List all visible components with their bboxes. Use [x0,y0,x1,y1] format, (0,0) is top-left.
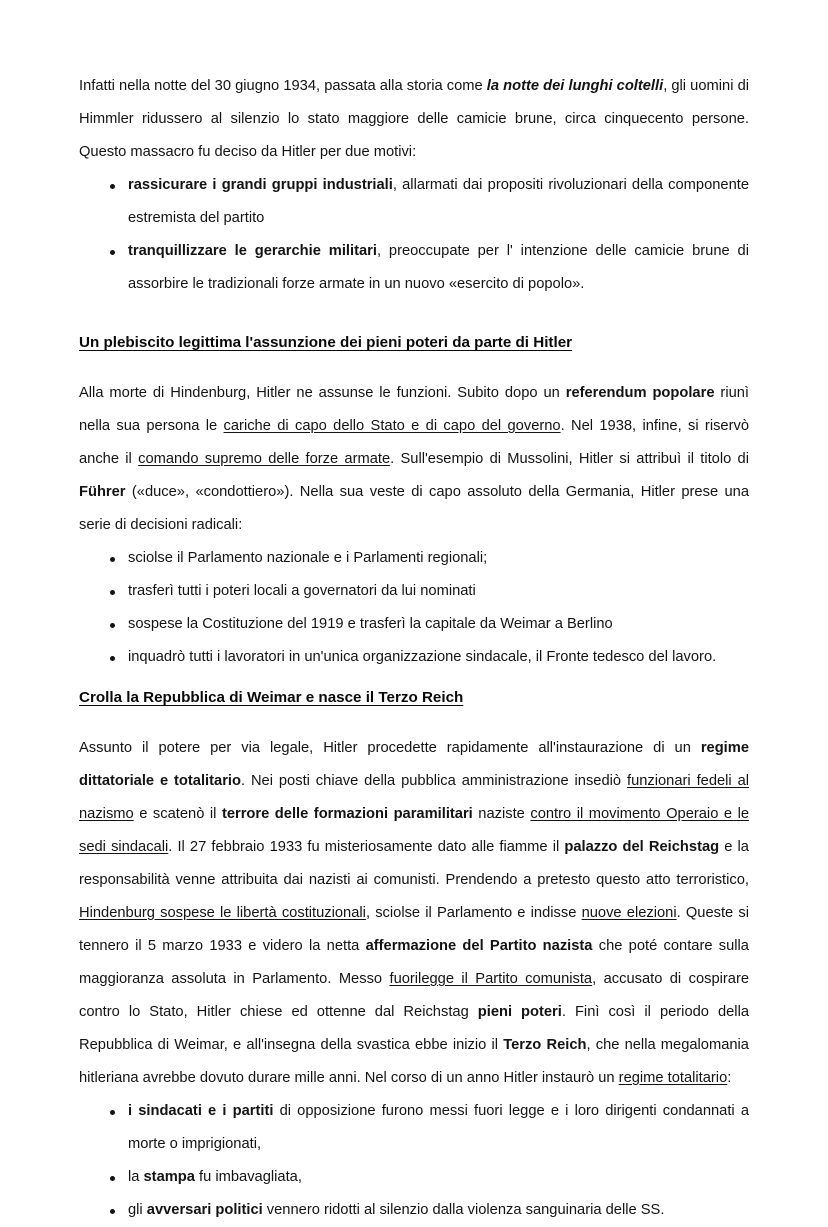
text-run-underline: cariche di capo dello Stato e di capo del governo [223,418,561,434]
text-run-normal: . Finì così il periodo della Repubblica di Weimar, e all'insegna della svastica ebbe inizio il [79,1004,749,1053]
text-run-bold: Führer [79,484,126,500]
text-run-normal: , preoccupate per l' intenzione delle camicie brune di assorbire le tradizionali forze armate in un nuovo «esercito di popolo». [128,243,749,292]
spacer [79,301,749,331]
text-run-normal: riunì nella sua persona le [79,385,749,434]
text-run-normal: Alla morte di Hindenburg, Hitler ne assunse le funzioni. Subito dopo un [79,385,566,401]
text-run-bold-italic: la notte dei lunghi coltelli [486,78,664,94]
text-run-normal: gli [128,1202,147,1218]
list-item [79,542,749,575]
text-run-normal: vennero ridotti al silenzio dalla violenza sanguinaria delle SS. [262,1202,665,1218]
text-run-normal: : [727,1070,732,1086]
bullet-list-weimar [79,1095,749,1227]
list-item [79,1161,749,1194]
text-run-underline: regime totalitario [618,1070,728,1086]
section-heading-weimar: Crolla la Repubblica di Weimar e nasce il Terzo Reich [79,689,464,706]
text-run-underline: comando supremo delle forze armate [138,451,391,467]
text-run-bold: rassicurare i grandi gruppi industriali [128,177,393,193]
text-run-normal: sciolse il Parlamento nazionale e i Parlamenti regionali; [128,550,488,566]
text-run-normal: trasferì tutti i poteri locali a governatori da lui nominati [128,583,476,599]
text-run-bold: Terzo Reich [503,1037,587,1053]
text-run-normal: . Queste si tennero il 5 marzo 1933 e videro la netta [79,905,750,954]
text-run-underline: fuorilegge il Partito comunista [389,971,593,987]
list-item [79,1194,749,1227]
spacer [79,355,749,377]
text-run-normal: fu imbavagliata, [194,1169,302,1185]
text-run-bold: i sindacati e i partiti [128,1103,274,1119]
text-run-normal: inquadrò tutti i lavoratori in un'unica organizzazione sindacale, il Fronte tedesco del lavoro. [128,649,717,665]
section-heading-plebiscito: Un plebiscito legittima l'assunzione dei pieni poteri da parte di Hitler [79,334,573,351]
text-run-bold: avversari politici [146,1202,263,1218]
list-item [79,169,749,235]
spacer [79,674,749,686]
text-run-normal: e la responsabilità venne attribuita dai nazisti ai comunisti. Prendendo a pretesto questo atto terroristico, [79,839,749,888]
text-run-underline: Hindenburg sospese le libertà costituzionali [79,905,366,921]
text-run-normal: sospese la Costituzione del 1919 e trasferì la capitale da Weimar a Berlino [128,616,613,632]
text-run-normal: . Nel 1938, infine, si riservò anche il [79,418,750,467]
text-run-underline: contro il movimento Operaio e le sedi sindacali [79,806,750,855]
text-run-normal: . Il 27 febbraio 1933 fu misteriosamente dato alle fiamme il [168,839,565,855]
text-run-normal: di opposizione furono messi fuori legge e i loro dirigenti condannati a morte o imprigionati, [128,1103,749,1152]
text-run-bold: referendum popolare [565,385,715,401]
text-run-normal: che poté contare sulla maggioranza assoluta in Parlamento. Messo [79,938,749,987]
text-run-bold: affermazione del Partito nazista [365,938,593,954]
text-run-normal: («duce», «condottiero»). Nella sua veste di capo assoluto della Germania, Hitler prese una serie di decisioni radicali: [79,484,749,533]
text-run-bold: terrore delle formazioni paramilitari [221,806,473,822]
text-run-normal: , allarmati dai propositi rivoluzionari della componente estremista del partito [128,177,750,226]
spacer [79,710,749,732]
text-run-normal: . Sull'esempio di Mussolini, Hitler si attribuì il titolo di [390,451,749,467]
text-run-bold: tranquillizzare le gerarchie militari [128,243,377,259]
text-run-bold: stampa [143,1169,195,1185]
text-run-normal: , sciolse il Parlamento e indisse [365,905,582,921]
text-run-normal: la [128,1169,144,1185]
list-item [79,575,749,608]
text-run-underline: funzionari fedeli al nazismo [79,773,750,822]
paragraph-plebiscito [79,377,749,542]
text-run-normal: , che nella megalomania hitleriana avrebbe dovuto durare mille anni. Nel corso di un anno Hitler instaurò un [79,1037,749,1086]
text-run-normal: Infatti nella notte del 30 giugno 1934, passata alla storia come [79,78,487,94]
list-item [79,235,749,301]
text-run-underline: nuove elezioni [581,905,677,921]
bullet-list-plebiscito [79,542,749,674]
text-run-normal: . Nei posti chiave della pubblica amministrazione insediò [240,773,627,789]
text-run-normal: Assunto il potere per via legale, Hitler procedette rapidamente all'instaurazione di un [79,740,701,756]
text-run-bold: palazzo del Reichstag [564,839,720,855]
text-run-bold: regime dittatoriale e totalitario [79,740,749,789]
list-item [79,608,749,641]
text-run-normal: , accusato di cospirare contro lo Stato, Hitler chiese ed ottenne dal Reichstag [79,971,750,1020]
text-run-normal: e scatenò il [133,806,222,822]
list-item [79,1095,749,1161]
text-run-bold: pieni poteri [477,1004,562,1020]
text-run-normal: naziste [472,806,531,822]
text-run-normal: , gli uomini di Himmler ridussero al silenzio lo stato maggiore delle camicie brune, circa cinquecento persone. Questo massacro fu deciso da Hitler per due motivi: [79,78,749,160]
document-body [79,70,749,1227]
bullet-list-intro [79,169,749,301]
paragraph-intro [79,70,749,169]
list-item [79,641,749,674]
paragraph-weimar [79,732,749,1095]
